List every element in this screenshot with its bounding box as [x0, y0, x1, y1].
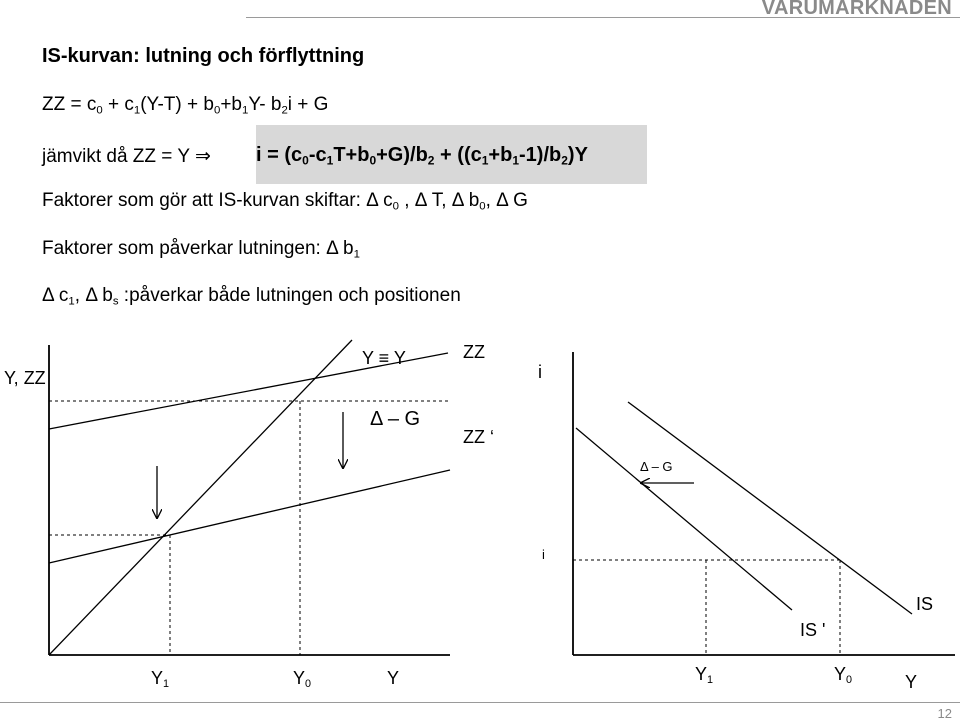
- is-prime-label: IS ': [800, 620, 826, 640]
- implies-arrow-icon: ⇒: [194, 146, 211, 167]
- section-title: VARUMARKNADEN: [761, 0, 952, 19]
- right-y-axis-label: i: [538, 362, 542, 382]
- zz-prime-line: [49, 470, 450, 563]
- slope-factors: Faktorer som påverkar lutningen: Δ $b_1$: [42, 238, 360, 261]
- right-diagram: [573, 352, 955, 655]
- is-equation: $i = (c_0-c_1T+b_0+G)/b_2 + ((c_1+b_1-1)/b_2)Y$: [256, 144, 588, 168]
- identity-label: Y ≡ Y: [362, 348, 406, 368]
- left-diagram: [49, 340, 450, 655]
- delta-g-label-left: Δ – G: [370, 408, 421, 430]
- zz-label: ZZ: [463, 342, 485, 362]
- left-y-axis-label: Y, ZZ: [4, 368, 46, 388]
- equilibrium-label: jämvikt då ZZ = Y ⇒: [42, 146, 211, 167]
- zz-equation: ZZ = $c_0 + c_1(Y-T) + b_0+b_1Y-$ $b_2i + G$: [42, 94, 329, 117]
- page-title: IS-kurvan: lutning och förflyttning: [42, 45, 365, 67]
- delta-g-label-right: Δ – G: [640, 459, 673, 474]
- line-45-degree: [49, 340, 352, 655]
- x-label-y-left: Y: [387, 668, 400, 688]
- x-label-y-right: Y: [905, 672, 918, 692]
- page-number: 12: [937, 706, 952, 721]
- footer-divider: [0, 702, 960, 703]
- zz-prime-label: ZZ ‘: [463, 427, 494, 447]
- shift-factors: Faktorer som gör att IS-kurvan skiftar: Δ $c_0$ , Δ T, Δ $b_0$, Δ G: [42, 190, 528, 213]
- x-label-y1-right: $Y_1$: [695, 664, 714, 687]
- is-prime-curve: [576, 428, 792, 610]
- x-label-y0-left: $Y_0$: [293, 668, 312, 691]
- is-label: IS: [916, 594, 934, 614]
- both-factors: Δ $c_1$, Δ $b_s$ :påverkar både lutningen och positionen: [42, 285, 461, 308]
- i-marker-label: i: [542, 547, 545, 562]
- x-label-y1-left: $Y_1$: [151, 668, 170, 691]
- x-label-y0-right: $Y_0$: [834, 664, 853, 687]
